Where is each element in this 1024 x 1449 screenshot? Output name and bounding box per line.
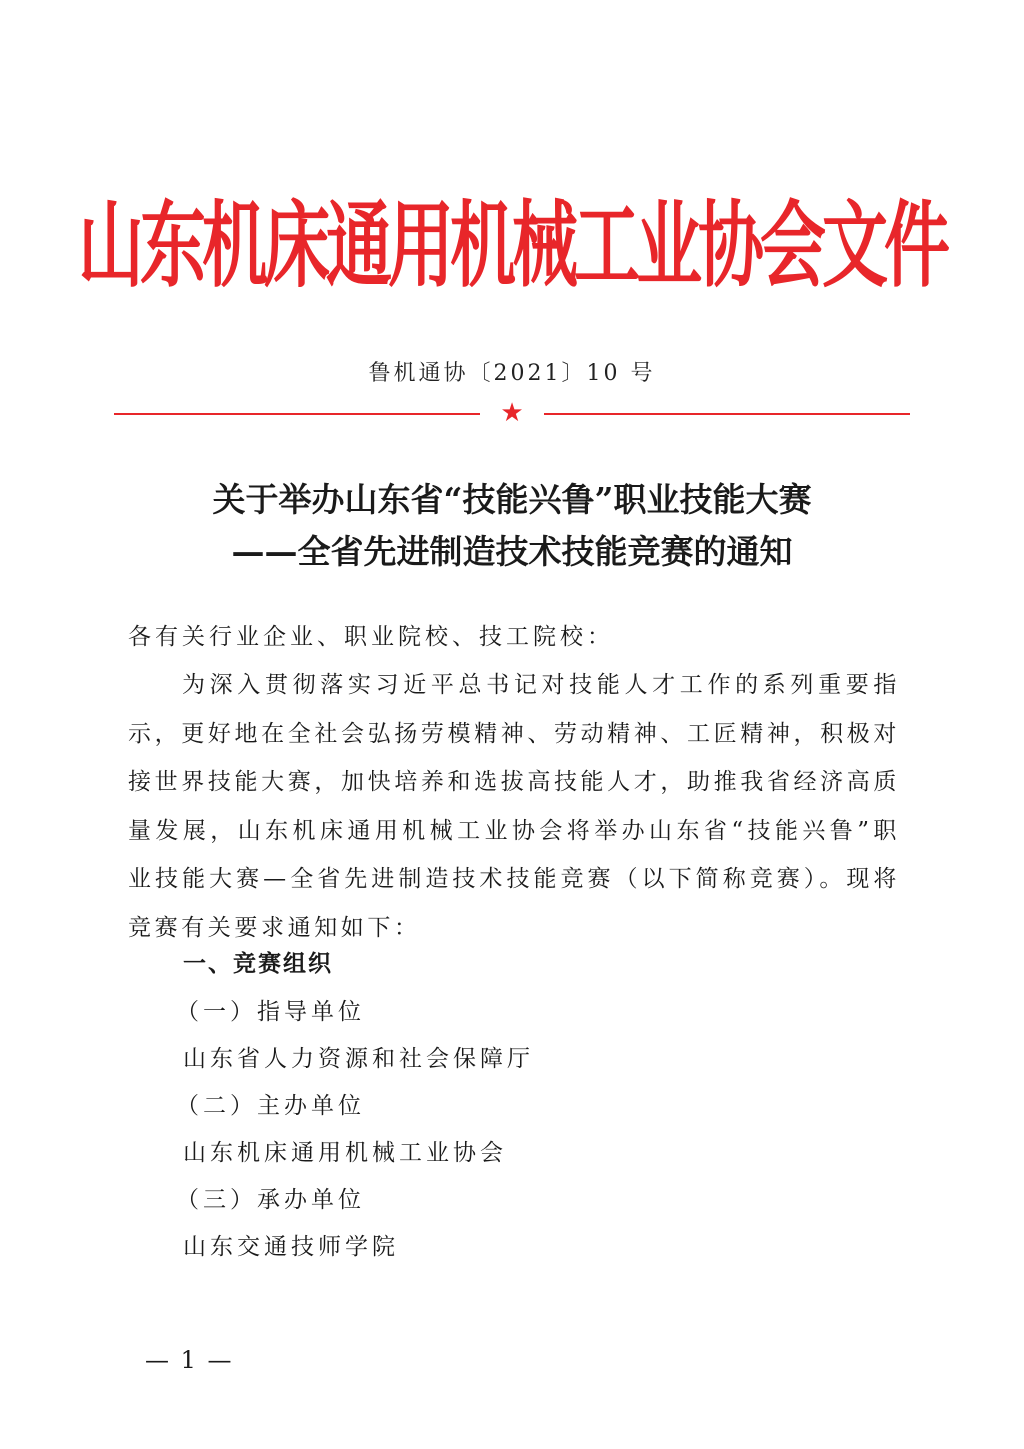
salutation: 各有关行业企业、职业院校、技工院校： [128, 624, 614, 650]
document-title-line-1: 关于举办山东省“技能兴鲁”职业技能大赛 [212, 480, 812, 519]
section-heading: 一、竞赛组织 [183, 951, 333, 977]
subsection-value: 山东省人力资源和社会保障厅 [183, 1046, 534, 1072]
subsection-value: 山东交通技师学院 [183, 1234, 399, 1260]
red-divider-right [544, 413, 910, 415]
subsection-value: 山东机床通用机械工业协会 [183, 1140, 507, 1166]
document-title-line-2: ——全省先进制造技术技能竞赛的通知 [231, 532, 793, 571]
masthead-title: 山东机床通用机械工业协会文件 [78, 191, 946, 301]
subsection-label: （三）承办单位 [176, 1187, 365, 1213]
document-number: 鲁机通协〔2021〕10 号 [368, 361, 656, 386]
subsection-label: （一）指导单位 [176, 999, 365, 1025]
red-divider-left [114, 413, 480, 415]
intro-paragraph: 为深入贯彻落实习近平总书记对技能人才工作的系列重要指示，更好地在全社会弘扬劳模精神、劳动精神、工匠精神，积极对接世界技能大赛，加快培养和选拔高技能人才，助推我省经济高质量发展，山东机床通用机械工业协会将举办山东省“技能兴鲁”职业技能大赛—全省先进制造技术技能竞赛（以下简称竞赛）。现将竞赛有关要求通知如下： [128, 672, 900, 941]
star-icon: ★ [500, 398, 524, 428]
subsection-label: （二）主办单位 [176, 1093, 365, 1119]
page-number: — 1 — [145, 1346, 234, 1374]
